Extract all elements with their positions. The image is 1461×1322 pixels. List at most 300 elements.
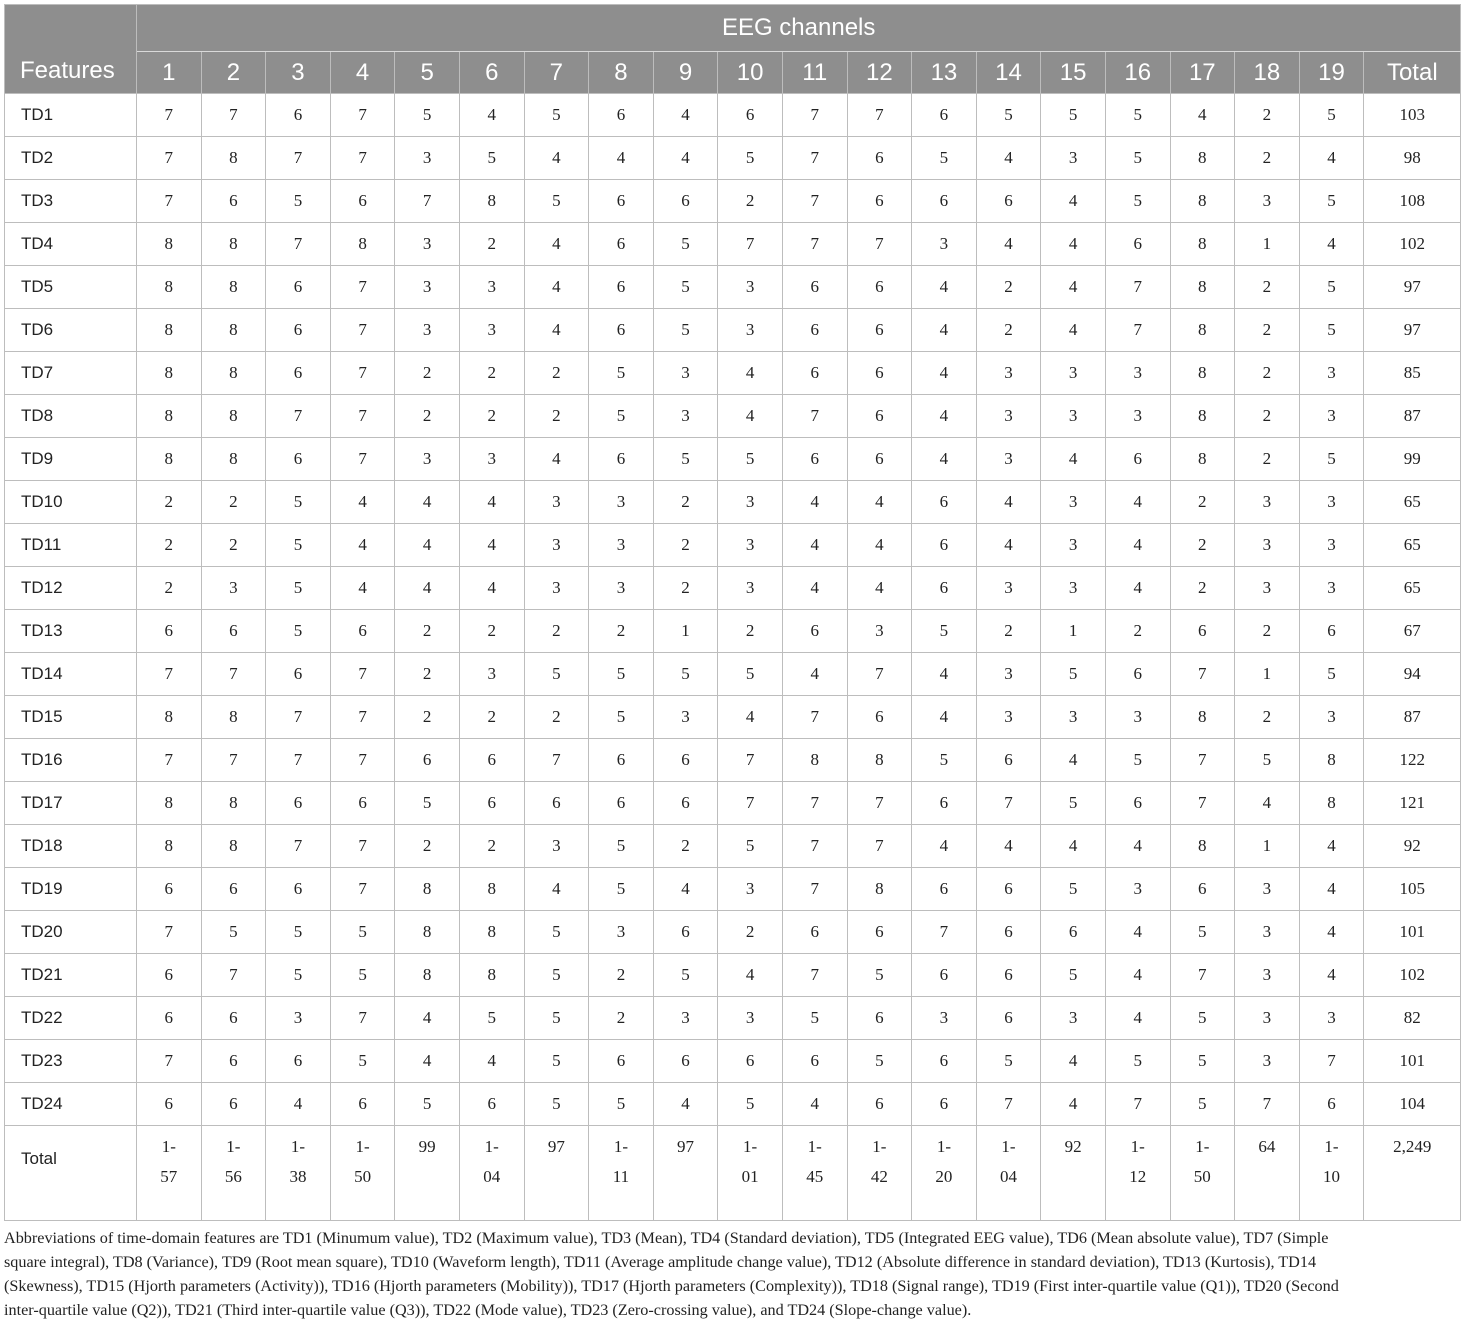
value-cell: 5 (718, 653, 783, 696)
value-cell: 3 (524, 567, 589, 610)
value-cell: 4 (976, 825, 1041, 868)
value-cell: 3 (1299, 567, 1364, 610)
value-cell: 2 (653, 481, 718, 524)
table-row (5, 94, 1461, 137)
table-row (5, 180, 1461, 223)
row-total-cell: 105 (1364, 868, 1461, 911)
value-cell: 5 (1041, 954, 1106, 997)
row-total-cell: 102 (1364, 954, 1461, 997)
value-cell: 4 (653, 1083, 718, 1126)
value-cell: 2 (1170, 481, 1235, 524)
value-cell: 6 (1299, 1083, 1364, 1126)
value-cell: 3 (201, 567, 266, 610)
value-cell: 8 (201, 395, 266, 438)
value-cell: 5 (266, 481, 331, 524)
feature-name-cell: TD19 (5, 868, 137, 911)
row-total-cell: 101 (1364, 911, 1461, 954)
channel-header: 8 (589, 52, 654, 94)
value-cell: 2 (1170, 567, 1235, 610)
value-cell: 4 (459, 481, 524, 524)
value-cell: 6 (459, 782, 524, 825)
column-total-part: 42 (870, 1167, 888, 1186)
value-cell: 2 (201, 481, 266, 524)
value-cell: 6 (912, 524, 977, 567)
value-cell: 2 (524, 610, 589, 653)
value-cell: 2 (589, 997, 654, 1040)
channel-header: 18 (1235, 52, 1300, 94)
value-cell: 3 (524, 481, 589, 524)
value-cell: 7 (782, 395, 847, 438)
value-cell: 2 (718, 180, 783, 223)
channel-header: 7 (524, 52, 589, 94)
value-cell: 4 (1105, 911, 1170, 954)
value-cell: 4 (1041, 1040, 1106, 1083)
column-total-part: 1- (1130, 1137, 1145, 1156)
value-cell: 6 (976, 997, 1041, 1040)
value-cell: 6 (782, 309, 847, 352)
value-cell: 3 (976, 653, 1041, 696)
column-total-cell (1170, 1126, 1235, 1221)
value-cell: 8 (137, 438, 202, 481)
value-cell: 6 (653, 782, 718, 825)
channel-header: 5 (395, 52, 460, 94)
value-cell: 8 (1170, 352, 1235, 395)
value-cell: 5 (718, 137, 783, 180)
value-cell: 3 (718, 868, 783, 911)
value-cell: 3 (976, 395, 1041, 438)
value-cell: 6 (589, 739, 654, 782)
value-cell: 6 (782, 610, 847, 653)
value-cell: 6 (201, 1083, 266, 1126)
column-total-part: 04 (483, 1167, 501, 1186)
value-cell: 4 (524, 266, 589, 309)
value-cell: 5 (589, 868, 654, 911)
value-cell: 5 (266, 954, 331, 997)
table-row (5, 1040, 1461, 1083)
value-cell: 6 (912, 481, 977, 524)
value-cell: 2 (1235, 395, 1300, 438)
value-cell: 3 (395, 266, 460, 309)
value-cell: 4 (782, 653, 847, 696)
total-row (5, 1126, 1461, 1221)
row-total-cell: 94 (1364, 653, 1461, 696)
value-cell: 5 (1170, 911, 1235, 954)
value-cell: 7 (266, 223, 331, 266)
column-total-part: 01 (741, 1167, 759, 1186)
table-row (5, 137, 1461, 180)
column-total-part: 1- (807, 1137, 822, 1156)
value-cell: 4 (912, 395, 977, 438)
channel-header: 14 (976, 52, 1041, 94)
value-cell: 3 (395, 137, 460, 180)
column-total-cell (1235, 1126, 1300, 1221)
value-cell: 3 (395, 309, 460, 352)
value-cell: 6 (718, 94, 783, 137)
value-cell: 4 (653, 94, 718, 137)
value-cell: 4 (1041, 223, 1106, 266)
value-cell: 6 (1105, 438, 1170, 481)
channel-header: 4 (330, 52, 395, 94)
value-cell: 2 (459, 610, 524, 653)
value-cell: 4 (718, 954, 783, 997)
value-cell: 6 (847, 309, 912, 352)
value-cell: 4 (718, 352, 783, 395)
value-cell: 3 (1041, 997, 1106, 1040)
value-cell: 5 (1299, 438, 1364, 481)
value-cell: 6 (1170, 610, 1235, 653)
feature-name-cell: TD2 (5, 137, 137, 180)
column-total-part: 1- (613, 1137, 629, 1156)
value-cell: 2 (395, 610, 460, 653)
value-cell: 4 (1299, 825, 1364, 868)
value-cell: 3 (589, 481, 654, 524)
value-cell: 3 (395, 223, 460, 266)
value-cell: 5 (589, 352, 654, 395)
value-cell: 8 (1170, 180, 1235, 223)
value-cell: 6 (847, 180, 912, 223)
table-row (5, 739, 1461, 782)
value-cell: 3 (912, 223, 977, 266)
value-cell: 7 (1170, 653, 1235, 696)
value-cell: 5 (524, 1083, 589, 1126)
row-total-cell: 92 (1364, 825, 1461, 868)
value-cell: 3 (1235, 180, 1300, 223)
value-cell: 5 (589, 395, 654, 438)
value-cell: 8 (1170, 309, 1235, 352)
value-cell: 6 (976, 868, 1041, 911)
table-row (5, 954, 1461, 997)
column-total-cell (912, 1126, 977, 1221)
column-total-cell (395, 1126, 460, 1221)
value-cell: 6 (266, 94, 331, 137)
value-cell: 8 (201, 825, 266, 868)
value-cell: 6 (266, 309, 331, 352)
value-cell: 6 (266, 438, 331, 481)
row-total-cell: 82 (1364, 997, 1461, 1040)
value-cell: 6 (782, 438, 847, 481)
value-cell: 2 (395, 395, 460, 438)
value-cell: 7 (782, 954, 847, 997)
value-cell: 4 (1299, 137, 1364, 180)
value-cell: 4 (782, 524, 847, 567)
value-cell: 6 (847, 352, 912, 395)
value-cell: 6 (330, 180, 395, 223)
value-cell: 7 (1105, 1083, 1170, 1126)
value-cell: 6 (589, 782, 654, 825)
value-cell: 3 (976, 567, 1041, 610)
value-cell: 5 (1041, 94, 1106, 137)
value-cell: 3 (1235, 868, 1300, 911)
value-cell: 4 (912, 653, 977, 696)
value-cell: 8 (395, 954, 460, 997)
column-total-cell (847, 1126, 912, 1221)
feature-name-cell: TD15 (5, 696, 137, 739)
value-cell: 5 (653, 309, 718, 352)
column-total-cell (653, 1126, 718, 1221)
value-cell: 5 (330, 911, 395, 954)
value-cell: 6 (330, 1083, 395, 1126)
value-cell: 8 (201, 137, 266, 180)
value-cell: 6 (201, 868, 266, 911)
value-cell: 3 (976, 438, 1041, 481)
value-cell: 6 (201, 180, 266, 223)
value-cell: 8 (137, 825, 202, 868)
column-total-part: 12 (1129, 1167, 1147, 1186)
value-cell: 8 (201, 352, 266, 395)
value-cell: 6 (1299, 610, 1364, 653)
value-cell: 5 (1105, 1040, 1170, 1083)
value-cell: 4 (653, 868, 718, 911)
value-cell: 5 (1105, 94, 1170, 137)
value-cell: 6 (782, 1040, 847, 1083)
value-cell: 5 (330, 1040, 395, 1083)
value-cell: 3 (718, 481, 783, 524)
value-cell: 7 (137, 1040, 202, 1083)
value-cell: 7 (137, 653, 202, 696)
value-cell: 4 (912, 352, 977, 395)
value-cell: 4 (1105, 524, 1170, 567)
table-row (5, 309, 1461, 352)
value-cell: 7 (976, 1083, 1041, 1126)
value-cell: 5 (266, 524, 331, 567)
column-total-cell (201, 1126, 266, 1221)
channel-header: 12 (847, 52, 912, 94)
value-cell: 8 (459, 180, 524, 223)
value-cell: 8 (395, 868, 460, 911)
value-cell: 7 (330, 653, 395, 696)
value-cell: 3 (459, 266, 524, 309)
value-cell: 4 (330, 524, 395, 567)
value-cell: 6 (653, 911, 718, 954)
value-cell: 5 (1105, 180, 1170, 223)
value-cell: 6 (912, 868, 977, 911)
value-cell: 8 (137, 309, 202, 352)
row-total-cell: 87 (1364, 696, 1461, 739)
value-cell: 6 (976, 180, 1041, 223)
value-cell: 5 (1299, 653, 1364, 696)
value-cell: 4 (1105, 567, 1170, 610)
value-cell: 7 (330, 395, 395, 438)
value-cell: 5 (653, 954, 718, 997)
value-cell: 4 (976, 223, 1041, 266)
value-cell: 7 (1105, 309, 1170, 352)
value-cell: 4 (912, 438, 977, 481)
value-cell: 6 (912, 782, 977, 825)
table-row (5, 1083, 1461, 1126)
value-cell: 4 (653, 137, 718, 180)
value-cell: 7 (201, 94, 266, 137)
value-cell: 3 (718, 997, 783, 1040)
value-cell: 7 (912, 911, 977, 954)
value-cell: 3 (1105, 352, 1170, 395)
value-cell: 6 (266, 653, 331, 696)
value-cell: 3 (1235, 954, 1300, 997)
value-cell: 2 (976, 309, 1041, 352)
value-cell: 4 (395, 1040, 460, 1083)
value-cell: 6 (137, 954, 202, 997)
feature-name-cell: TD11 (5, 524, 137, 567)
table-row (5, 223, 1461, 266)
value-cell: 4 (1105, 825, 1170, 868)
features-header: Features (5, 5, 137, 94)
channel-header: 9 (653, 52, 718, 94)
value-cell: 6 (395, 739, 460, 782)
value-cell: 7 (847, 653, 912, 696)
value-cell: 5 (1299, 180, 1364, 223)
value-cell: 6 (137, 997, 202, 1040)
value-cell: 7 (524, 739, 589, 782)
value-cell: 8 (1170, 137, 1235, 180)
value-cell: 6 (847, 137, 912, 180)
row-total-cell: 97 (1364, 266, 1461, 309)
value-cell: 7 (266, 739, 331, 782)
value-cell: 3 (1235, 481, 1300, 524)
value-cell: 2 (718, 911, 783, 954)
column-total-part: 1- (936, 1137, 951, 1156)
value-cell: 7 (782, 782, 847, 825)
value-cell: 3 (1105, 696, 1170, 739)
value-cell: 7 (266, 825, 331, 868)
value-cell: 8 (1170, 825, 1235, 868)
value-cell: 5 (847, 1040, 912, 1083)
value-cell: 5 (589, 825, 654, 868)
value-cell: 2 (201, 524, 266, 567)
value-cell: 6 (653, 180, 718, 223)
value-cell: 2 (653, 524, 718, 567)
value-cell: 6 (589, 309, 654, 352)
row-total-cell: 98 (1364, 137, 1461, 180)
table-row (5, 782, 1461, 825)
value-cell: 5 (1170, 997, 1235, 1040)
value-cell: 5 (589, 1083, 654, 1126)
table-row (5, 395, 1461, 438)
value-cell: 5 (201, 911, 266, 954)
feature-name-cell: TD17 (5, 782, 137, 825)
value-cell: 2 (1235, 266, 1300, 309)
value-cell: 4 (1299, 911, 1364, 954)
value-cell: 4 (395, 524, 460, 567)
value-cell: 5 (395, 94, 460, 137)
feature-name-cell: TD23 (5, 1040, 137, 1083)
channel-header: 11 (782, 52, 847, 94)
value-cell: 7 (782, 137, 847, 180)
value-cell: 3 (1235, 911, 1300, 954)
value-cell: 3 (459, 438, 524, 481)
value-cell: 4 (524, 438, 589, 481)
value-cell: 4 (782, 1083, 847, 1126)
value-cell: 8 (1170, 266, 1235, 309)
value-cell: 7 (330, 352, 395, 395)
value-cell: 6 (589, 180, 654, 223)
channel-header: 1 (137, 52, 202, 94)
column-total-part: 10 (1322, 1167, 1340, 1186)
value-cell: 5 (1170, 1040, 1235, 1083)
value-cell: 6 (201, 997, 266, 1040)
value-cell: 7 (1170, 739, 1235, 782)
feature-name-cell: TD18 (5, 825, 137, 868)
value-cell: 5 (524, 954, 589, 997)
value-cell: 4 (1041, 438, 1106, 481)
row-total-cell: 65 (1364, 524, 1461, 567)
value-cell: 2 (718, 610, 783, 653)
value-cell: 6 (847, 395, 912, 438)
feature-name-cell: TD9 (5, 438, 137, 481)
value-cell: 6 (782, 352, 847, 395)
value-cell: 6 (589, 438, 654, 481)
value-cell: 6 (847, 911, 912, 954)
value-cell: 6 (589, 1040, 654, 1083)
value-cell: 5 (653, 438, 718, 481)
value-cell: 6 (847, 1083, 912, 1126)
value-cell: 8 (782, 739, 847, 782)
value-cell: 8 (201, 782, 266, 825)
value-cell: 8 (201, 438, 266, 481)
value-cell: 7 (266, 696, 331, 739)
value-cell: 3 (653, 395, 718, 438)
feature-name-cell: TD12 (5, 567, 137, 610)
channel-header: 19 (1299, 52, 1364, 94)
value-cell: 3 (912, 997, 977, 1040)
table-header (5, 5, 1461, 94)
value-cell: 7 (395, 180, 460, 223)
value-cell: 7 (330, 94, 395, 137)
value-cell: 3 (653, 997, 718, 1040)
value-cell: 2 (589, 610, 654, 653)
column-total-part: 1- (355, 1137, 370, 1156)
value-cell: 3 (524, 524, 589, 567)
feature-name-cell: TD16 (5, 739, 137, 782)
value-cell: 2 (459, 395, 524, 438)
row-total-cell: 65 (1364, 481, 1461, 524)
value-cell: 3 (718, 524, 783, 567)
column-total-cell (976, 1126, 1041, 1221)
value-cell: 5 (912, 739, 977, 782)
value-cell: 7 (718, 739, 783, 782)
value-cell: 4 (1299, 868, 1364, 911)
value-cell: 3 (459, 653, 524, 696)
row-total-cell: 99 (1364, 438, 1461, 481)
value-cell: 2 (524, 352, 589, 395)
value-cell: 4 (589, 137, 654, 180)
value-cell: 4 (847, 481, 912, 524)
column-total-cell (718, 1126, 783, 1221)
value-cell: 4 (912, 825, 977, 868)
value-cell: 4 (1235, 782, 1300, 825)
value-cell: 5 (524, 653, 589, 696)
column-total-part: 1- (1001, 1137, 1016, 1156)
value-cell: 2 (589, 954, 654, 997)
column-total-part: 11 (612, 1167, 630, 1186)
value-cell: 4 (976, 137, 1041, 180)
value-cell: 6 (589, 266, 654, 309)
value-cell: 8 (395, 911, 460, 954)
row-total-cell: 67 (1364, 610, 1461, 653)
value-cell: 3 (1041, 696, 1106, 739)
feature-name-cell: TD7 (5, 352, 137, 395)
value-cell: 2 (1235, 309, 1300, 352)
value-cell: 4 (1170, 94, 1235, 137)
eeg-channels-header: EEG channels (137, 5, 1461, 52)
value-cell: 5 (395, 1083, 460, 1126)
value-cell: 5 (653, 223, 718, 266)
value-cell: 7 (782, 825, 847, 868)
column-total-part: 38 (289, 1167, 307, 1186)
value-cell: 2 (459, 825, 524, 868)
value-cell: 4 (718, 395, 783, 438)
value-cell: 1 (1235, 653, 1300, 696)
value-cell: 5 (266, 610, 331, 653)
value-cell: 2 (459, 223, 524, 266)
